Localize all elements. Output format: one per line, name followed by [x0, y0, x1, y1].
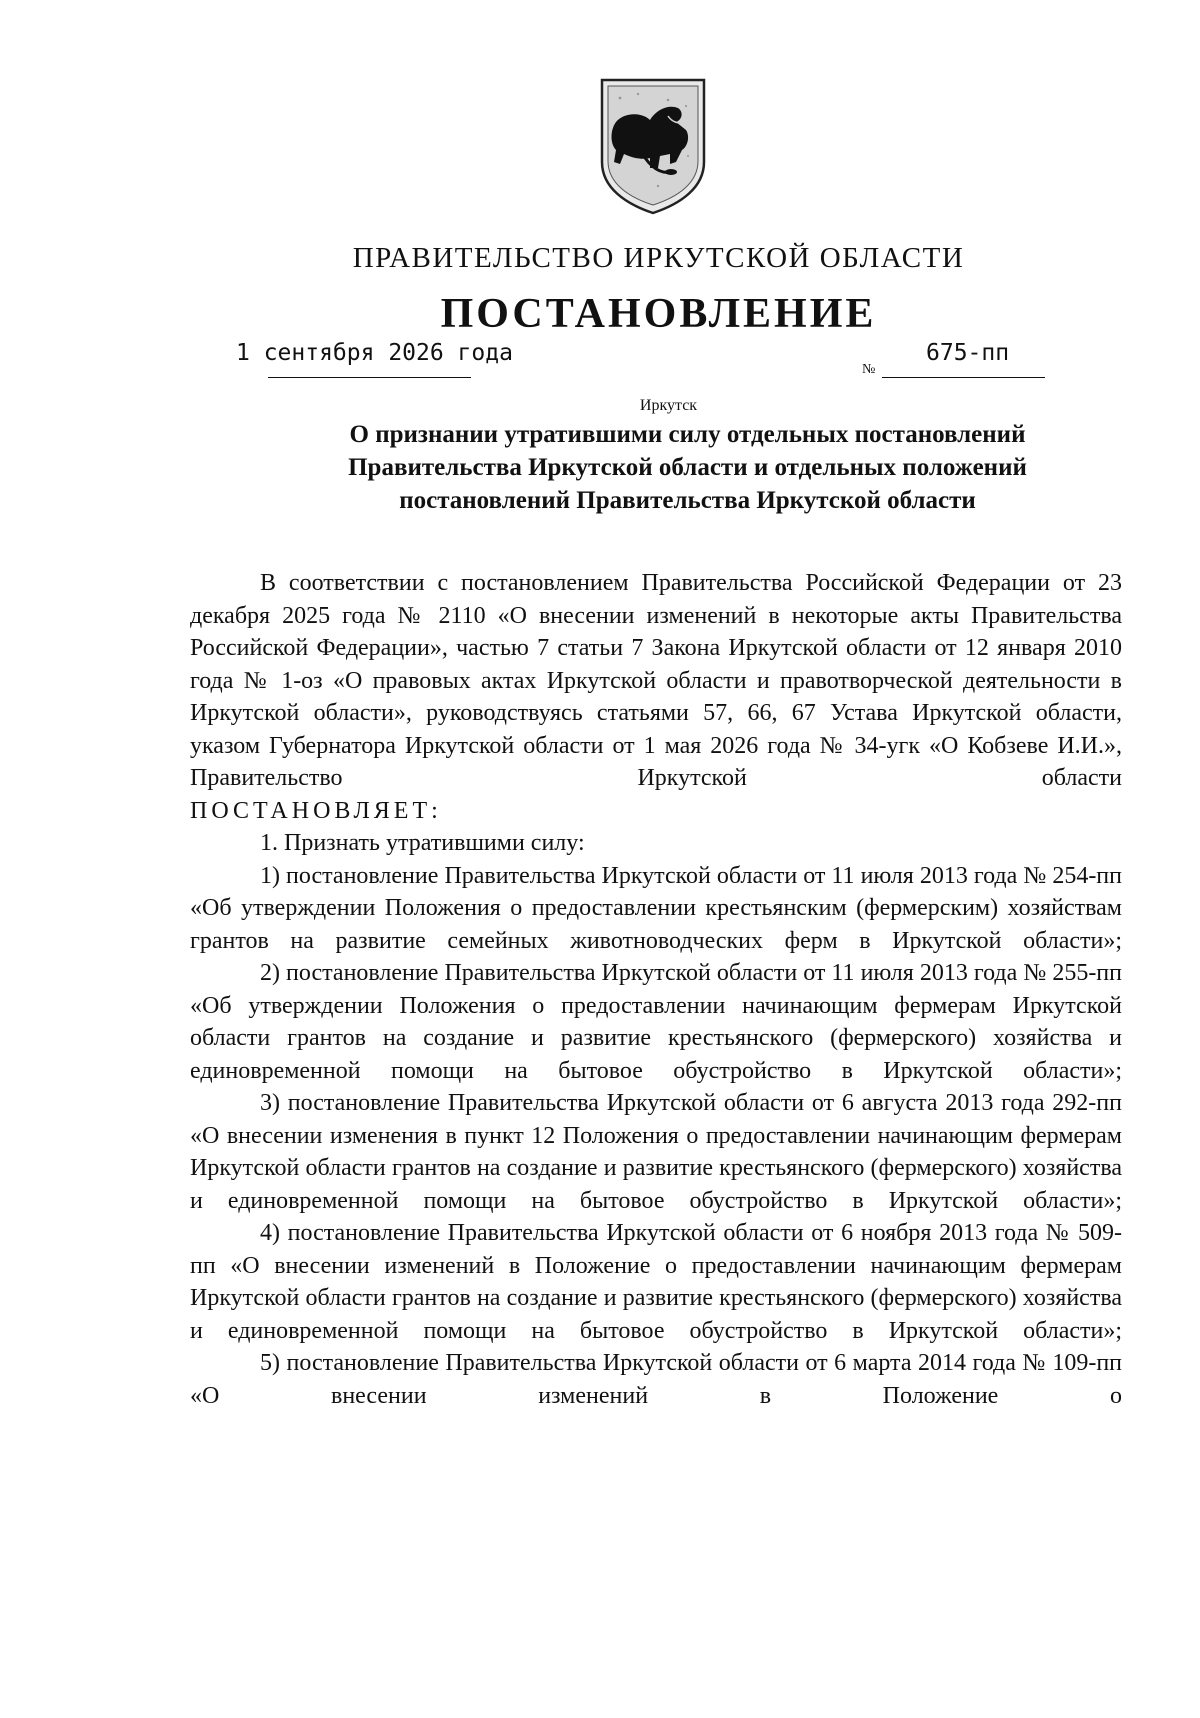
number-sign: №: [862, 362, 876, 377]
item-1: 1. Признать утратившими силу:: [260, 830, 585, 856]
number-underline: [882, 377, 1045, 378]
subitem-4: 4) постановление Правительства Иркутской области от 6 ноября 2013 года № 509-пп «О внесении изменений в Положение о предоставлении начинающим фермерам Иркутской области грантов на создание и развитие крестьянского (фермерского) хозяйства и единовременной помощи на бытовое обустройство в Иркутской области»;: [190, 1220, 1122, 1344]
resolves-heading: ПОСТАНОВЛЯЕТ:: [190, 797, 442, 824]
document-title: О признании утратившими силу отдельных постановлений Правительства Иркутской области и отдельных положений постановлений Правительства Иркутской области: [348, 421, 1027, 514]
coat-of-arms-icon: [598, 76, 708, 216]
document-date: 1 сентября 2026 года: [236, 340, 513, 366]
date-underline: [268, 377, 471, 378]
document-number: 675-пп: [926, 340, 1010, 366]
subitem-1: 1) постановление Правительства Иркутской области от 11 июля 2013 года № 254-пп «Об утверждении Положения о предоставлении крестьянским (фермерским) хозяйствам грантов на развитие семейных животноводческих ферм в Иркутской области»;: [190, 862, 1122, 954]
subitem-5: 5) постановление Правительства Иркутской области от 6 марта 2014 года № 109-пп «О внесении изменений в Положение о: [190, 1350, 1122, 1409]
government-name: ПРАВИТЕЛЬСТВО ИРКУТСКОЙ ОБЛАСТИ: [352, 242, 965, 274]
document-body: [190, 567, 1122, 1412]
document-type: ПОСТАНОВЛЕНИЕ: [440, 291, 877, 337]
subitem-2: 2) постановление Правительства Иркутской области от 11 июля 2013 года № 255-пп «Об утверждении Положения о предоставлении начинающим фермерам Иркутской области грантов на создание и развитие крестьянского (фермерского) хозяйства и единовременной помощи на бытовое обустройство в Иркутской области»;: [190, 960, 1122, 1084]
city-name: Иркутск: [639, 397, 698, 414]
subitem-3: 3) постановление Правительства Иркутской области от 6 августа 2013 года 292-пп «О внесении изменения в пункт 12 Положения о предоставлении начинающим фермерам Иркутской области грантов на создание и развитие крестьянского (фермерского) хозяйства и единовременной помощи на бытовое обустройство в Иркутской области»;: [190, 1090, 1122, 1214]
preamble-paragraph: В соответствии с постановлением Правительства Российской Федерации от 23 декабря 2025 года № 2110 «О внесении изменений в некоторые акты Правительства Российской Федерации», частью 7 статьи 7 Закона Иркутской области от 12 января 2010 года № 1-оз «О правовых актах Иркутской области и правотворческой деятельности в Иркутской области», руководствуясь статьями 57, 66, 67 Устава Иркутской области, указом Губернатора Иркутской области от 1 мая 2026 года № 34-угк «О Кобзеве И.И.», Правительство Иркутской области: [190, 570, 1122, 791]
